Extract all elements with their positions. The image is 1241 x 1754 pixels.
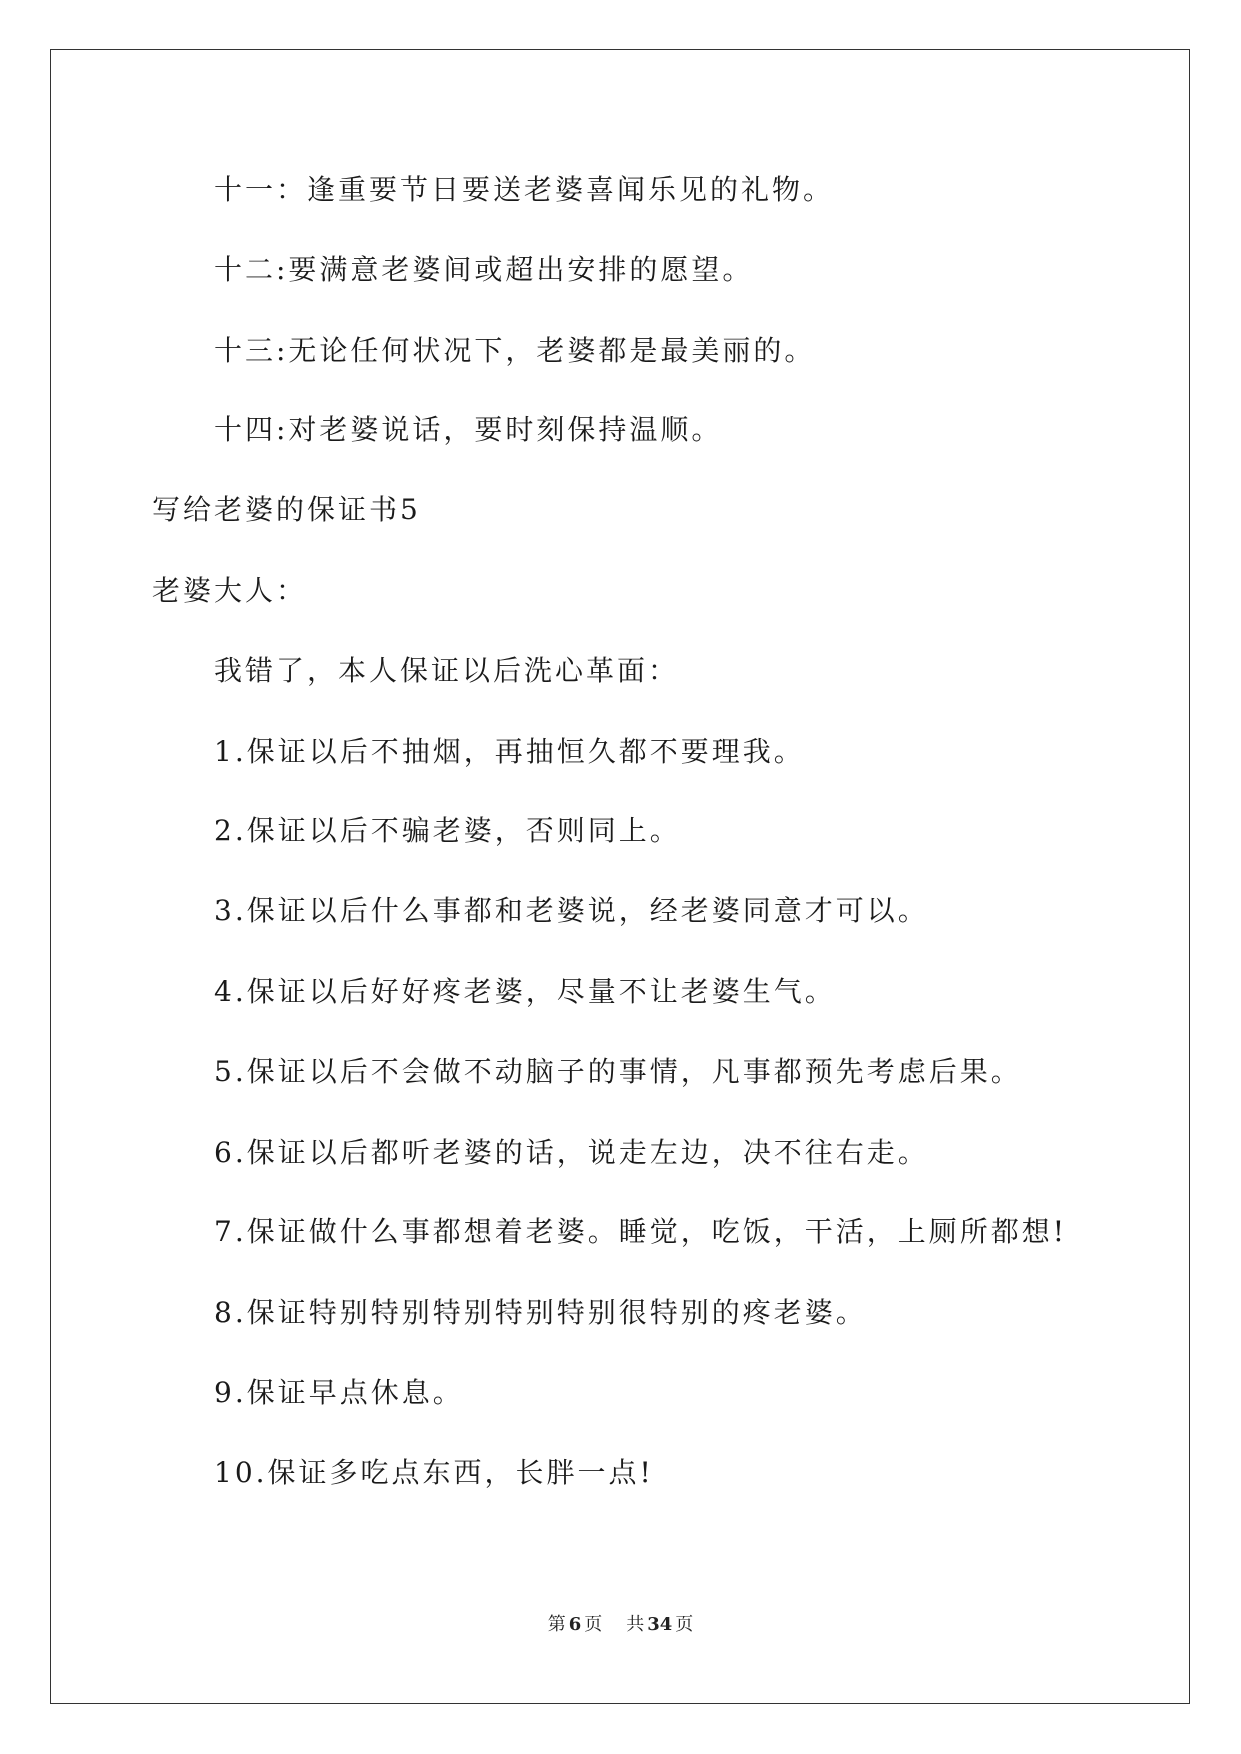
document-line: 十四:对老婆说话，要时刻保持温顺。 (214, 413, 723, 446)
list-item: 10.保证多吃点东西，长胖一点! (214, 1456, 654, 1489)
page-suffix: 页 (584, 1614, 603, 1635)
page-prefix: 第 (547, 1614, 566, 1635)
total-suffix: 页 (675, 1614, 694, 1635)
document-line: 十二:要满意老婆间或超出安排的愿望。 (214, 253, 754, 286)
list-item: 3.保证以后什么事都和老婆说，经老婆同意才可以。 (214, 894, 929, 927)
list-item: 2.保证以后不骗老婆，否则同上。 (214, 814, 681, 847)
list-item: 9.保证早点休息。 (214, 1376, 464, 1409)
total-pages: 34 (647, 1614, 673, 1635)
salutation: 老婆大人： (152, 574, 308, 607)
list-item: 7.保证做什么事都想着老婆。睡觉，吃饭，干活，上厕所都想! (214, 1215, 1067, 1248)
list-item: 6.保证以后都听老婆的话，说走左边，决不往右走。 (214, 1136, 929, 1169)
list-item: 5.保证以后不会做不动脑子的事情，凡事都预先考虑后果。 (214, 1055, 1022, 1088)
list-item: 1.保证以后不抽烟，再抽恒久都不要理我。 (214, 735, 805, 768)
list-item: 4.保证以后好好疼老婆，尽量不让老婆生气。 (214, 975, 836, 1008)
document-line: 十一：逢重要节日要送老婆喜闻乐见的礼物。 (214, 173, 835, 206)
page-footer (0, 1613, 1241, 1637)
list-item: 8.保证特别特别特别特别特别很特别的疼老婆。 (214, 1296, 867, 1329)
section-heading: 写给老婆的保证书5 (152, 493, 421, 526)
page-number: 6 (568, 1614, 582, 1635)
document-line: 我错了，本人保证以后洗心革面： (214, 654, 680, 687)
document-line: 十三:无论任何状况下，老婆都是最美丽的。 (214, 334, 816, 367)
total-prefix: 共 (626, 1614, 645, 1635)
